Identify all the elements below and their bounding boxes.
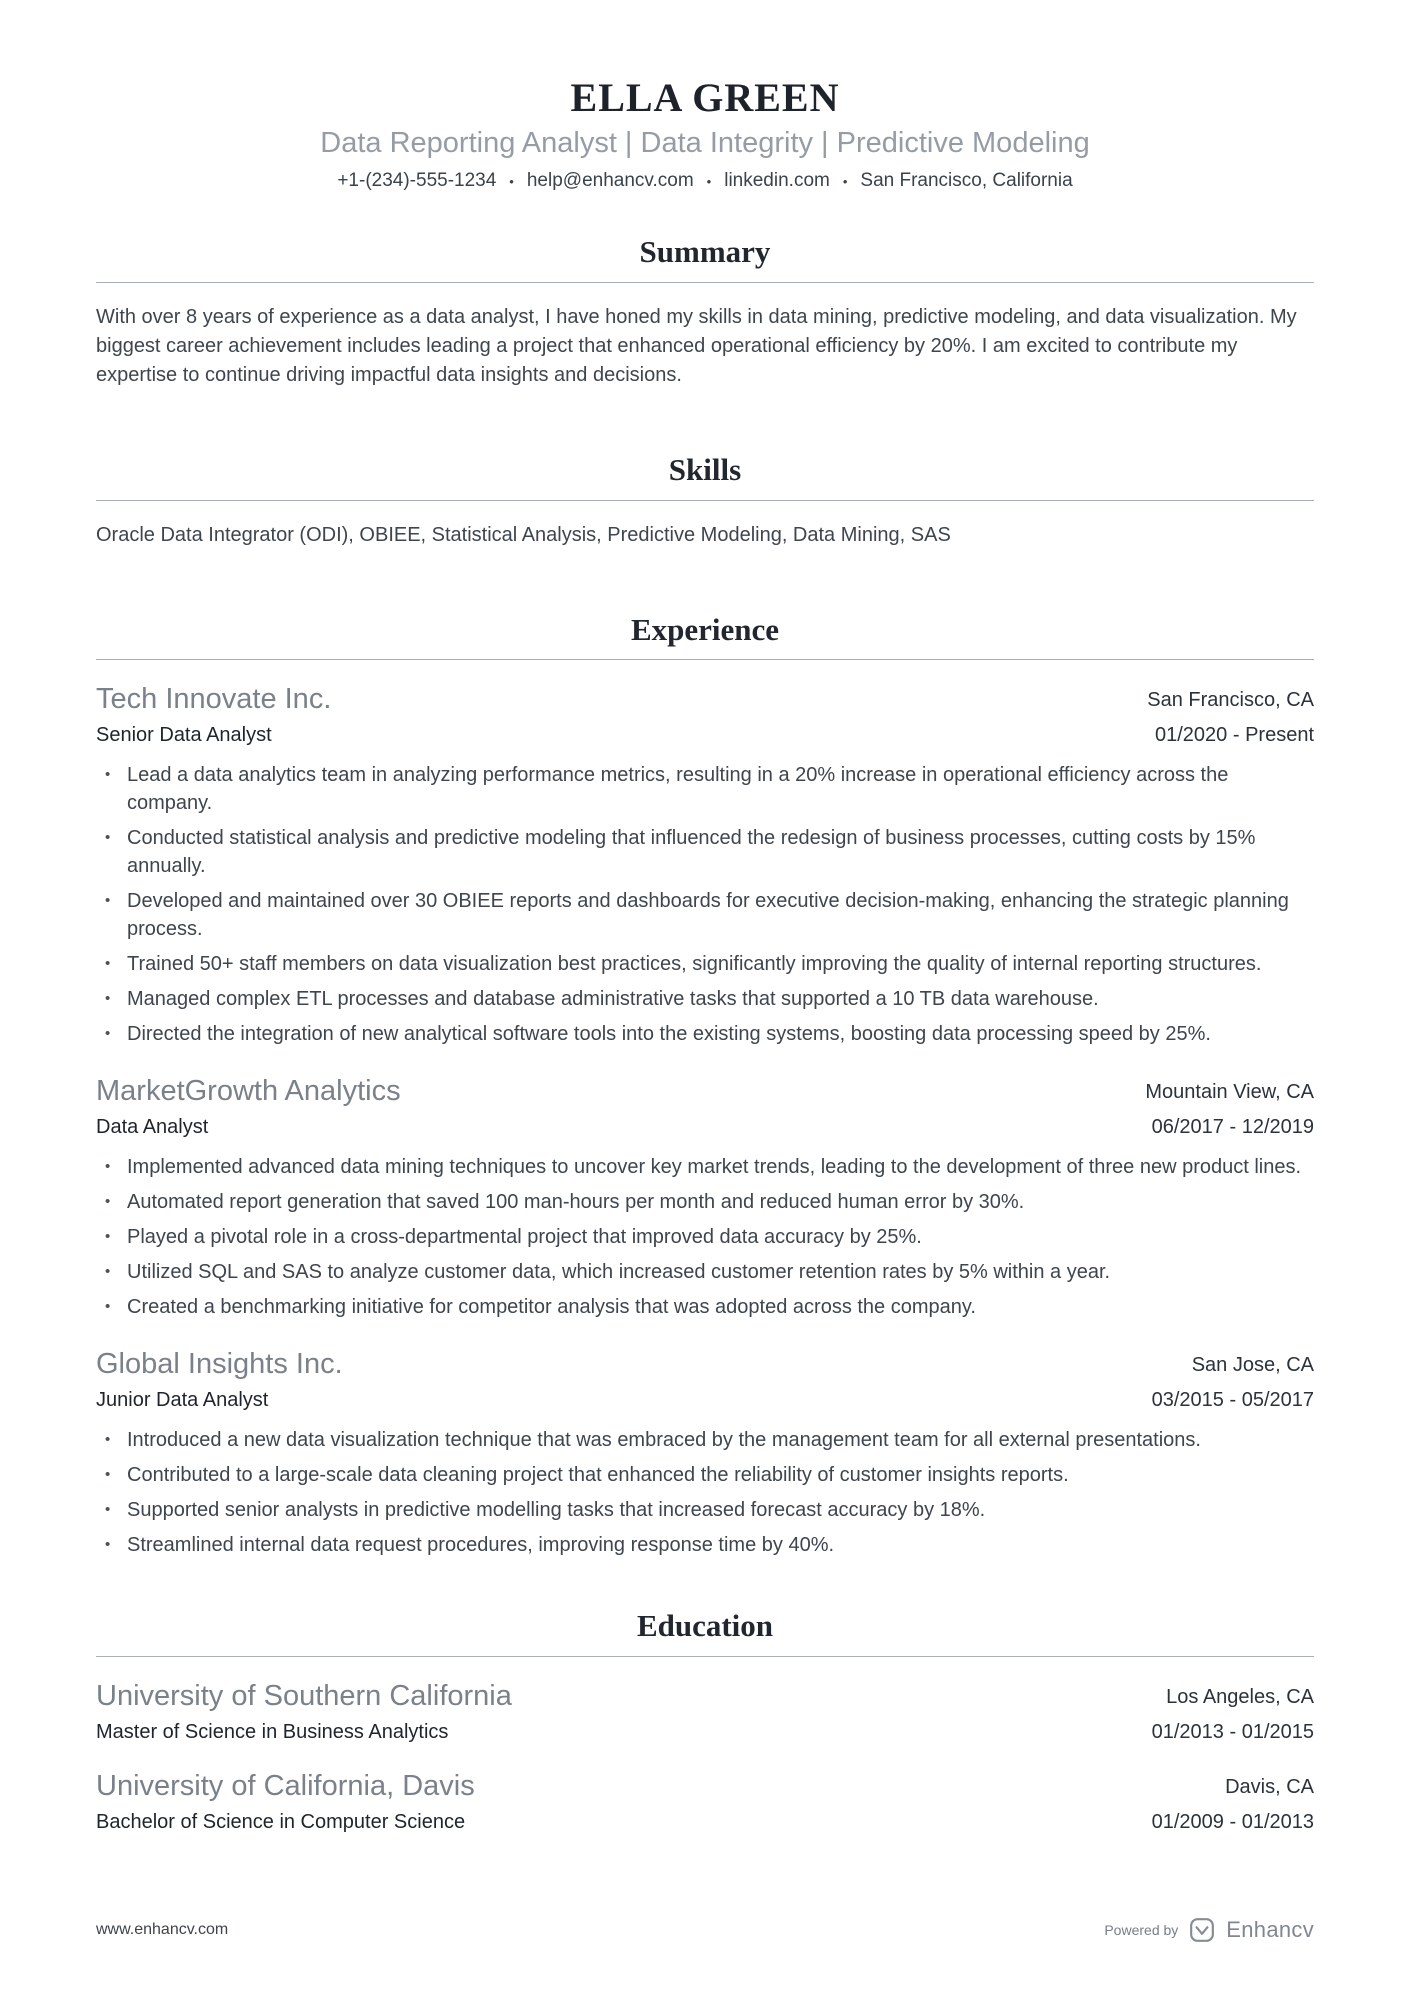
section-summary xyxy=(96,234,1314,410)
experience-bullet: • Lead a data analytics team in analyzing performance metrics, resulting in a 20% increase in operational efficiency across the company. xyxy=(96,761,1314,817)
section-divider xyxy=(96,659,1314,660)
experience-bullet: • Developed and maintained over 30 OBIEE reports and dashboards for executive decision-making, enhancing the strategic planning process. xyxy=(96,887,1314,943)
experience-bullet-list xyxy=(96,1426,1314,1559)
degree-name: Bachelor of Science in Computer Science xyxy=(96,1810,466,1833)
powered-by-block xyxy=(1104,1917,1314,1943)
job-title: Senior Data Analyst xyxy=(96,723,272,746)
experience-bullet-list xyxy=(96,761,1314,1048)
resume-header xyxy=(96,76,1314,192)
company-name: Global Insights Inc. xyxy=(96,1348,343,1381)
education-dates: 01/2009 - 01/2013 xyxy=(1151,1810,1314,1833)
education-entry-header xyxy=(96,1679,1314,1745)
contact-separator: • xyxy=(706,173,712,189)
contact-phone: +1-(234)-555-1234 xyxy=(337,170,497,192)
page-footer xyxy=(96,1857,1314,1943)
experience-bullet: • Directed the integration of new analytical software tools into the existing systems, boosting data processing speed by 25%. xyxy=(96,1020,1314,1048)
experience-bullet-list xyxy=(96,1153,1314,1321)
job-location: San Francisco, CA xyxy=(1147,689,1314,712)
section-experience xyxy=(96,612,1314,1567)
experience-entry xyxy=(96,1347,1314,1559)
contact-separator: • xyxy=(842,173,848,189)
summary-heading: Summary xyxy=(639,234,771,270)
experience-bullet: • Contributed to a large-scale data cleaning project that enhanced the reliability of customer insights reports. xyxy=(96,1461,1314,1489)
school-name: University of Southern California xyxy=(96,1679,512,1712)
enhancv-logo-icon xyxy=(1189,1917,1215,1943)
school-location: Los Angeles, CA xyxy=(1166,1685,1314,1708)
experience-bullet: • Implemented advanced data mining techniques to uncover key market trends, leading to the development of three new product lines. xyxy=(96,1153,1314,1181)
contact-email: help@enhancv.com xyxy=(526,170,694,192)
experience-heading: Experience xyxy=(630,611,780,647)
experience-bullet: • Trained 50+ staff members on data visualization best practices, significantly improving the quality of internal reporting structures. xyxy=(96,950,1314,978)
experience-bullet: • Supported senior analysts in predictive modelling tasks that increased forecast accuracy by 18%. xyxy=(96,1496,1314,1524)
job-dates: 01/2020 - Present xyxy=(1155,724,1314,747)
experience-entry-header xyxy=(96,682,1314,748)
contact-location: San Francisco, California xyxy=(860,170,1073,192)
summary-text: With over 8 years of experience as a data analyst, I have honed my skills in data mining, predictive modeling, and data visualization. My biggest career achievement includes leading a project that enhanced operational efficiency by 20%. I am excited to contribute my expertise to continue driving impactful data insights and decisions. xyxy=(96,305,1297,386)
company-name: Tech Innovate Inc. xyxy=(96,683,332,716)
section-education xyxy=(96,1608,1314,1835)
candidate-headline: Data Reporting Analyst | Data Integrity | Predictive Modeling xyxy=(320,127,1090,159)
job-title: Junior Data Analyst xyxy=(96,1388,269,1411)
footer-website: www.enhancv.com xyxy=(96,1921,229,1938)
experience-bullet: • Streamlined internal data request procedures, improving response time by 40%. xyxy=(96,1531,1314,1559)
experience-bullet: • Introduced a new data visualization technique that was embraced by the management team for all external presentations. xyxy=(96,1426,1314,1454)
contact-linkedin: linkedin.com xyxy=(724,170,830,192)
skills-heading: Skills xyxy=(668,451,742,487)
job-dates: 06/2017 - 12/2019 xyxy=(1151,1116,1314,1139)
skills-text: Oracle Data Integrator (ODI), OBIEE, Statistical Analysis, Predictive Modeling, Data Mining, SAS xyxy=(96,523,951,546)
experience-entry xyxy=(96,1074,1314,1321)
education-entry-header xyxy=(96,1769,1314,1835)
education-entry xyxy=(96,1679,1314,1745)
degree-name: Master of Science in Business Analytics xyxy=(96,1720,449,1743)
experience-bullet: • Conducted statistical analysis and predictive modeling that influenced the redesign of business processes, cutting costs by 15% annually. xyxy=(96,824,1314,880)
experience-entry-header xyxy=(96,1074,1314,1140)
job-location: Mountain View, CA xyxy=(1145,1081,1314,1104)
experience-bullet: • Automated report generation that saved 100 man-hours per month and reduced human error by 30%. xyxy=(96,1188,1314,1216)
candidate-name: ELLA GREEN xyxy=(570,75,840,120)
experience-bullet: • Created a benchmarking initiative for competitor analysis that was adopted across the company. xyxy=(96,1293,1314,1321)
experience-bullet: • Managed complex ETL processes and database administrative tasks that supported a 10 TB data warehouse. xyxy=(96,985,1314,1013)
education-heading: Education xyxy=(636,1608,774,1644)
education-dates: 01/2013 - 01/2015 xyxy=(1151,1720,1314,1743)
section-divider xyxy=(96,282,1314,283)
section-skills xyxy=(96,452,1314,570)
job-title: Data Analyst xyxy=(96,1115,209,1138)
education-entry xyxy=(96,1769,1314,1835)
section-divider xyxy=(96,500,1314,501)
contact-row xyxy=(96,170,1314,192)
experience-entry xyxy=(96,682,1314,1048)
job-dates: 03/2015 - 05/2017 xyxy=(1151,1389,1314,1412)
company-name: MarketGrowth Analytics xyxy=(96,1075,401,1108)
school-name: University of California, Davis xyxy=(96,1769,475,1802)
powered-by-label: Powered by xyxy=(1104,1922,1179,1938)
contact-separator: • xyxy=(509,173,514,189)
job-location: San Jose, CA xyxy=(1191,1354,1314,1377)
section-divider xyxy=(96,1656,1314,1657)
experience-entry-header xyxy=(96,1347,1314,1413)
school-location: Davis, CA xyxy=(1225,1775,1314,1798)
experience-bullet: • Played a pivotal role in a cross-departmental project that improved data accuracy by 25%. xyxy=(96,1223,1314,1251)
experience-bullet: • Utilized SQL and SAS to analyze customer data, which increased customer retention rates by 5% within a year. xyxy=(96,1258,1314,1286)
brand-name: Enhancv xyxy=(1226,1917,1314,1942)
